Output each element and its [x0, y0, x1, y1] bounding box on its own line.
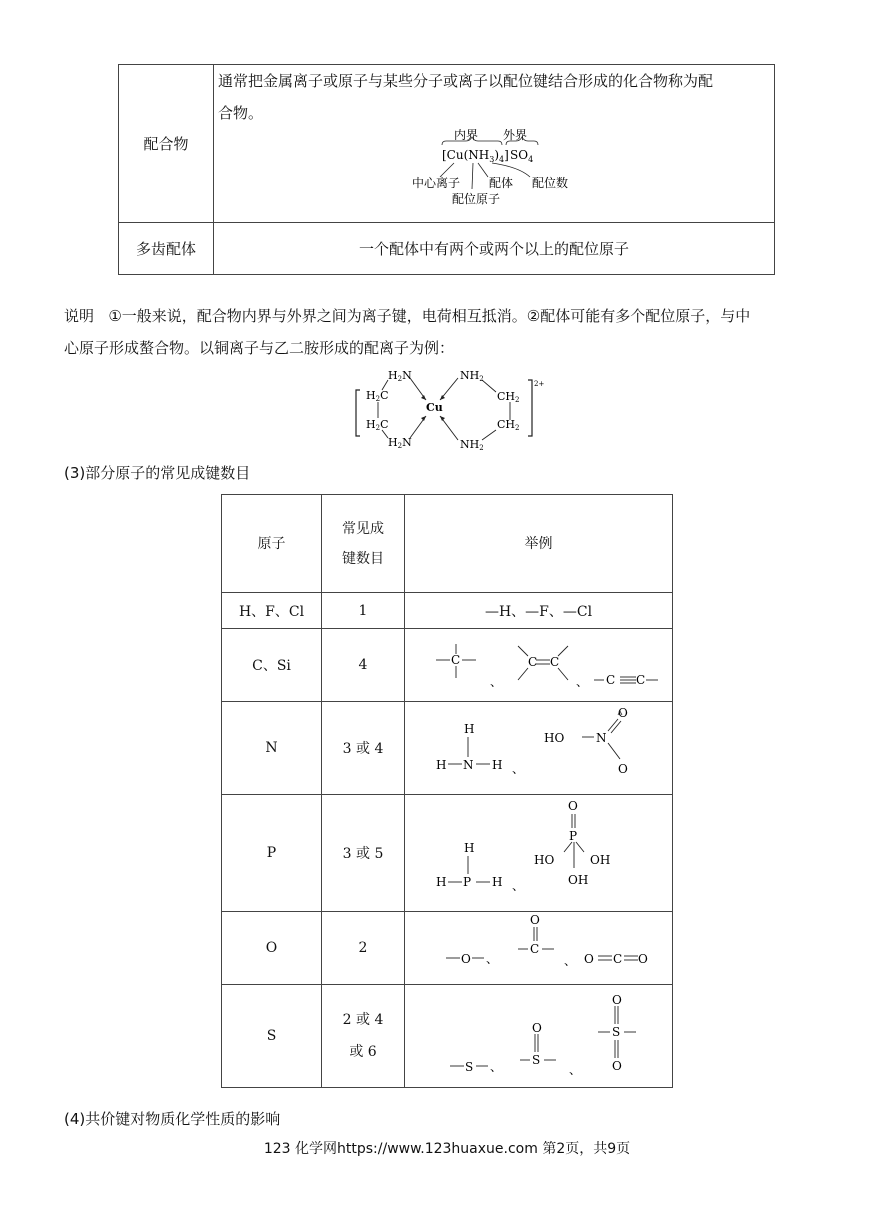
svg-text:、: 、	[489, 675, 502, 689]
atom-cell: S	[222, 985, 322, 1088]
svg-text:O: O	[583, 952, 594, 966]
complex-definition-line1: 通常把金属离子或原子与某些分子或离子以配位键结合形成的化合物称为配	[218, 72, 714, 90]
atom-cell: C、Si	[222, 629, 322, 702]
central-ion-label: 中心离子	[412, 176, 461, 190]
svg-text:H: H	[435, 758, 446, 772]
svg-text:HO: HO	[543, 731, 564, 745]
complex-definition-cell	[214, 65, 775, 223]
methylene-4: CH2	[497, 418, 520, 432]
outer-sphere-label: 外界	[503, 129, 528, 142]
svg-text:C: C	[450, 653, 460, 667]
svg-text:O: O	[460, 952, 471, 966]
svg-text:、: 、	[489, 1060, 502, 1074]
count-cell: 3 或 5	[322, 795, 405, 912]
polydentate-definition: 一个配体中有两个或两个以上的配位原子	[214, 223, 775, 275]
svg-text:、: 、	[563, 954, 576, 968]
svg-text:O: O	[617, 706, 628, 720]
svg-text:HO: HO	[533, 853, 554, 867]
amine-2: NH2	[460, 369, 484, 383]
amine-1: H2N	[388, 369, 412, 383]
svg-text:C: C	[529, 942, 539, 956]
example-cell	[405, 912, 673, 985]
svg-text:O: O	[611, 993, 622, 1007]
header-bond-count: 常见成 键数目	[322, 495, 405, 593]
svg-text:S: S	[531, 1053, 540, 1067]
coordination-number-label: 配位数	[532, 176, 569, 190]
svg-text:O: O	[567, 799, 578, 813]
svg-text:P: P	[568, 829, 577, 843]
donor-atom-label: 配位原子	[452, 192, 501, 206]
table-row	[222, 702, 673, 795]
svg-text:O: O	[637, 952, 648, 966]
note-label: 说明	[64, 307, 95, 325]
complex-definition-line2: 合物。	[218, 104, 264, 122]
table-row	[222, 795, 673, 912]
svg-text:O: O	[529, 913, 540, 927]
amine-3: H2N	[388, 436, 412, 450]
carbon-bond-examples	[414, 630, 664, 696]
table-row	[222, 912, 673, 985]
svg-text:C: C	[527, 655, 537, 669]
svg-text:P: P	[462, 875, 471, 889]
svg-text:、: 、	[511, 762, 524, 776]
section-3-title: (3)部分原子的常见成键数目	[64, 464, 251, 482]
svg-text:O: O	[617, 762, 628, 776]
sulfur-bond-examples	[414, 986, 664, 1082]
svg-text:C: C	[635, 673, 645, 687]
bond-count-table	[221, 494, 673, 1088]
oxygen-bond-examples	[414, 913, 664, 979]
note-text-1: ①一般来说，配合物内界与外界之间为离子键，电荷相互抵消。②配体可能有多个配位原子，与中	[108, 307, 751, 325]
svg-text:H: H	[463, 722, 474, 736]
example-cell	[405, 629, 673, 702]
table-row	[222, 629, 673, 702]
page-footer: 123 化学网https://www.123huaxue.com 第2页，共9页	[263, 1141, 631, 1157]
note-paragraph	[64, 300, 834, 364]
svg-text:OH: OH	[589, 853, 610, 867]
methylene-3: H2C	[366, 418, 389, 432]
svg-text:S: S	[464, 1060, 473, 1074]
example-cell	[405, 985, 673, 1088]
svg-text:、: 、	[568, 1063, 581, 1077]
count-cell: 3 或 4	[322, 702, 405, 795]
complex-definition-table	[118, 64, 775, 275]
copper-ethylenediamine-chelate	[352, 364, 552, 456]
svg-text:、: 、	[485, 952, 498, 966]
copper-center: Cu	[426, 401, 443, 414]
svg-text:N: N	[462, 758, 473, 772]
example-cell: —H、—F、—Cl	[405, 593, 673, 629]
svg-text:H: H	[491, 758, 502, 772]
atom-cell: H、F、Cl	[222, 593, 322, 629]
table-row	[222, 985, 673, 1088]
count-cell: 1	[322, 593, 405, 629]
inner-sphere-label: 内界	[454, 129, 479, 142]
example-cell	[405, 795, 673, 912]
svg-text:、: 、	[511, 879, 524, 893]
atom-cell: O	[222, 912, 322, 985]
header-examples: 举例	[405, 495, 673, 593]
section-4-title: (4)共价键对物质化学性质的影响	[64, 1110, 281, 1128]
note-text-2: 心原子形成螯合物。以铜离子与乙二胺形成的配离子为例：	[64, 339, 455, 357]
count-cell: 2 或 4 或 6	[322, 985, 405, 1088]
svg-text:H: H	[491, 875, 502, 889]
charge-label: 2+	[534, 380, 545, 388]
anion-formula: $SO_4$	[510, 148, 534, 164]
atom-cell: P	[222, 795, 322, 912]
svg-text:C: C	[549, 655, 559, 669]
phosphorus-bond-examples	[414, 796, 664, 906]
methylene-2: CH2	[497, 390, 520, 404]
atom-cell: N	[222, 702, 322, 795]
header-atom: 原子	[222, 495, 322, 593]
svg-text:S: S	[611, 1025, 620, 1039]
ligand-label: 配体	[489, 176, 514, 190]
table-row	[222, 593, 673, 629]
svg-text:N: N	[595, 731, 606, 745]
svg-text:C: C	[605, 673, 615, 687]
nitrogen-bond-examples	[414, 703, 664, 789]
svg-text:OH: OH	[567, 873, 588, 887]
svg-text:O: O	[611, 1059, 622, 1073]
svg-text:O: O	[531, 1021, 542, 1035]
amine-4: NH2	[460, 438, 484, 452]
polydentate-header: 多齿配体	[119, 223, 214, 275]
svg-text:C: C	[612, 952, 622, 966]
count-cell: 4	[322, 629, 405, 702]
svg-text:、: 、	[575, 675, 588, 689]
complex-formula: $[Cu(NH_3)_4]$	[442, 148, 509, 164]
complex-header: 配合物	[119, 65, 214, 223]
methylene-1: H2C	[366, 389, 389, 403]
svg-text:H: H	[435, 875, 446, 889]
example-cell	[405, 702, 673, 795]
complex-structure-diagram	[214, 129, 774, 221]
svg-text:H: H	[463, 841, 474, 855]
count-cell: 2	[322, 912, 405, 985]
